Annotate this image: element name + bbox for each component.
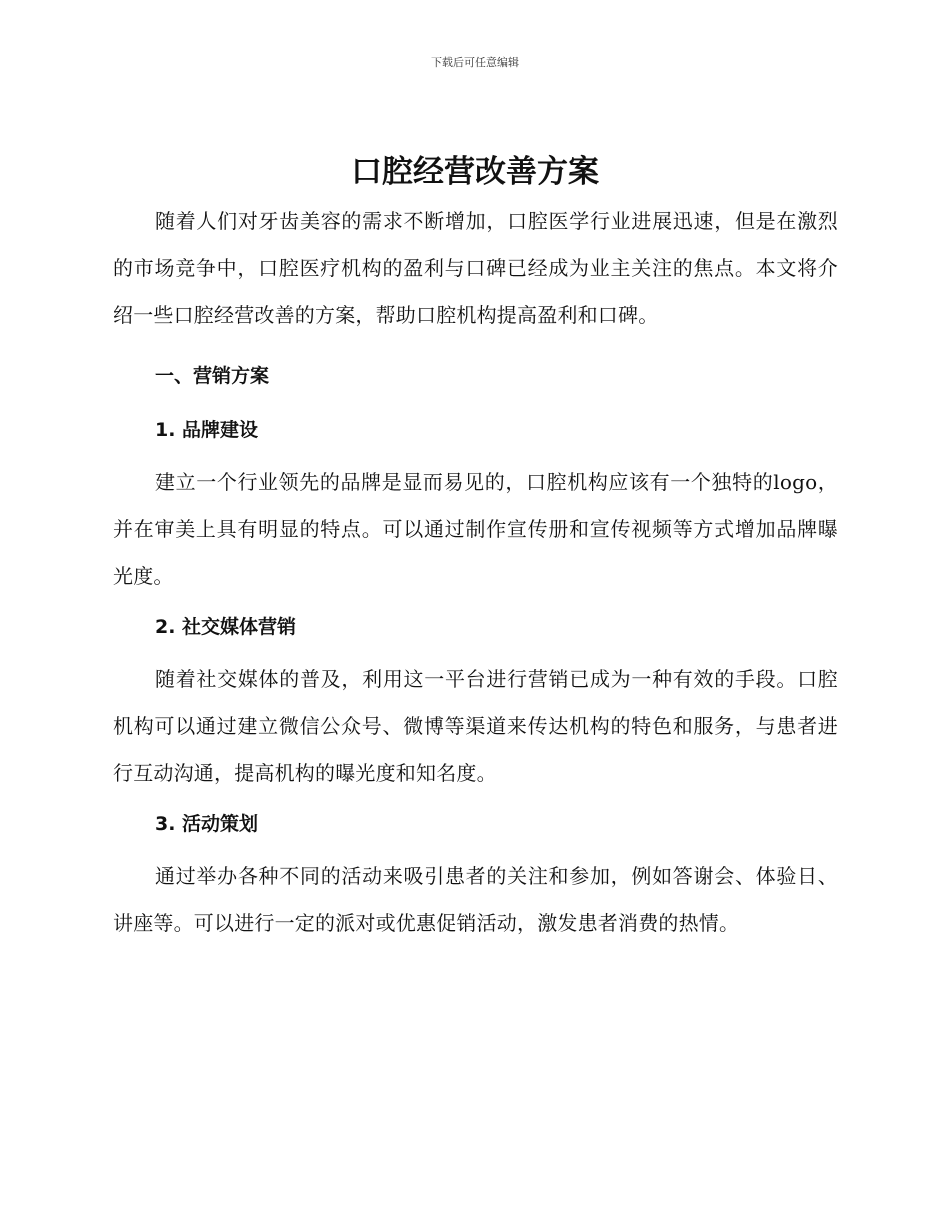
subsection-heading-events: 3. 活动策划 (155, 813, 259, 835)
intro-paragraph: 随着人们对牙齿美容的需求不断增加，口腔医学行业进展迅速，但是在激烈的市场竞争中，口腔医疗机构的盈利与口碑已经成为业主关注的焦点。本文将介绍一些口腔经营改善的方案，帮助口腔机构提高盈利和口碑。 (113, 209, 838, 327)
subsection-body-brand: 建立一个行业领先的品牌是显而易见的，口腔机构应该有一个独特的logo，并在审美上具有明显的特点。可以通过制作宣传册和宣传视频等方式增加品牌曝光度。 (113, 470, 838, 588)
subsection-heading-brand: 1. 品牌建设 (155, 419, 259, 441)
header-note: 下载后可任意编辑 (431, 56, 519, 69)
document-title: 口腔经营改善方案 (351, 154, 599, 190)
subsection-body-events: 通过举办各种不同的活动来吸引患者的关注和参加，例如答谢会、体验日、讲座等。可以进行一定的派对或优惠促销活动，激发患者消费的热情。 (113, 864, 838, 935)
subsection-heading-social-media: 2. 社交媒体营销 (155, 616, 297, 638)
subsection-body-social-media: 随着社交媒体的普及，利用这一平台进行营销已成为一种有效的手段。口腔机构可以通过建立微信公众号、微博等渠道来传达机构的特色和服务，与患者进行互动沟通，提高机构的曝光度和知名度。 (113, 667, 838, 785)
document-body (113, 198, 838, 947)
section-heading-marketing: 一、营销方案 (155, 365, 270, 387)
